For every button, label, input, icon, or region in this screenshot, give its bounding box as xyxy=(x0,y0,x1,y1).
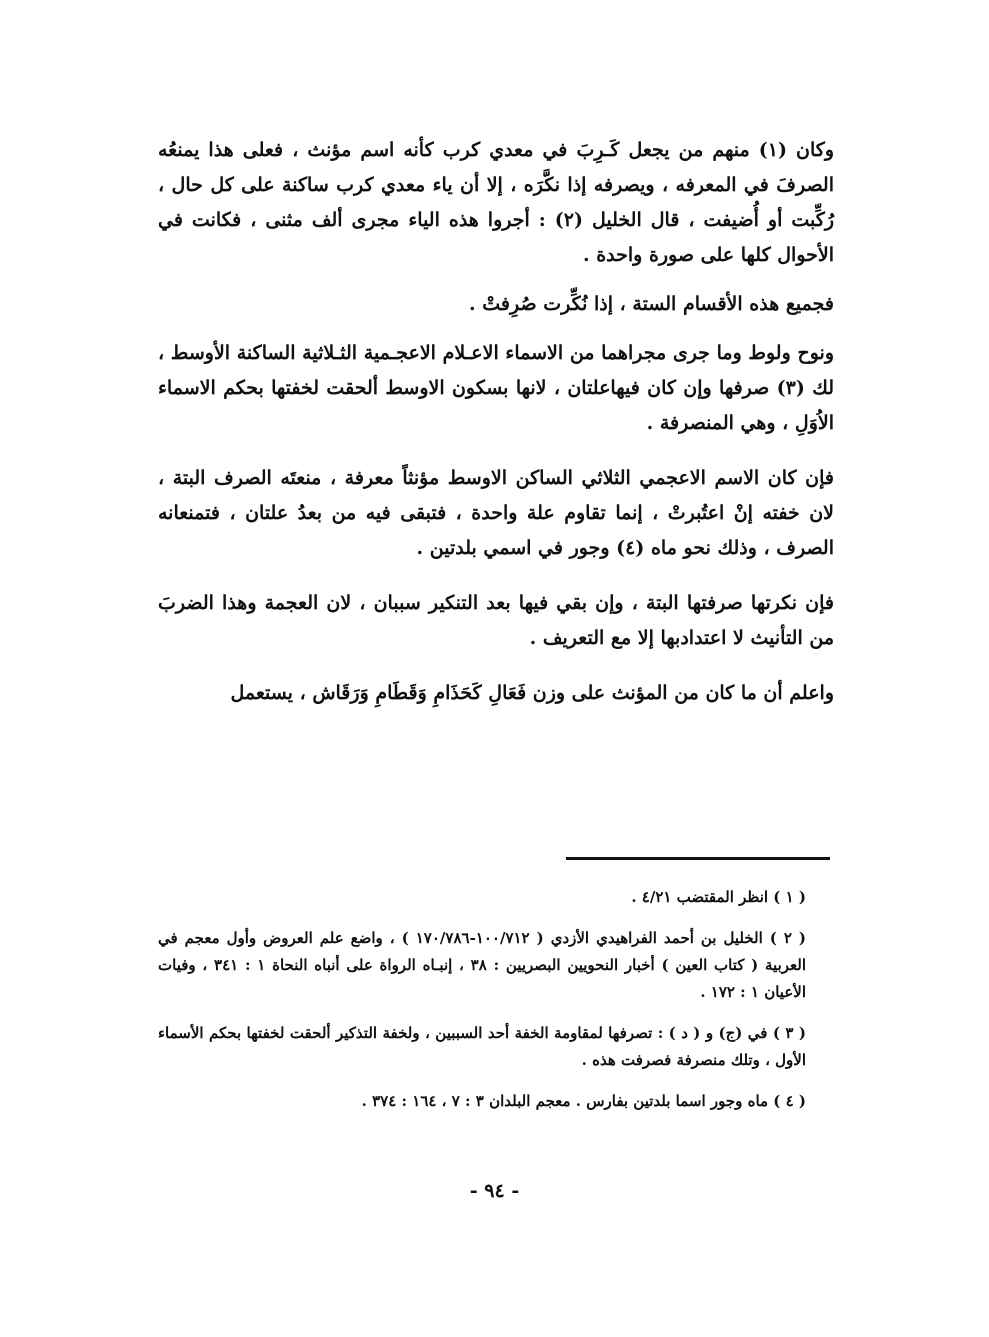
paragraph-1: وكان (١) منهم من يجعل كَـرِبَ في معدي كرب كأنه اسم مؤنث ، فعلى هذا يمنعُه الصرفَ في المعرفه ، ويصرفه إذا نكَّرَه ، إلا أن ياء معدي كرب ساكنة على كل حال ، رُكِّبت أو أُضيفت ، قال الخليل (٢) : أجروا هذه الياء مجرى ألف مثنى ، فكانت في الأحوال كلها على صورة واحدة . xyxy=(158,139,834,266)
paragraph-3: ونوح ولوط وما جرى مجراهما من الاسماء الاعـلام الاعجـمية الثـلاثية الساكنة الأوسط ، لك (٣) صرفها وإن كان فيهاعلتان ، لانها بسكون الاوسط ألحقت لخفتها بحكم الاسماء الاُوَلِ ، وهي المنصرفة . xyxy=(158,342,835,434)
footnote-divider xyxy=(566,857,830,860)
footnotes xyxy=(158,884,834,1129)
paragraph-5: فإن نكرتها صرفتها البتة ، وإن بقي فيها بعد التنكير سببان ، لان العجمة وهذا الضربَ من التأنيث لا اعتدادبها إلا مع التعريف . xyxy=(158,592,834,649)
footnote-3: ( ٣ ) في (ج) و ( د ) : تصرفها لمقاومة الخفة أحد السببين ، ولخفة التذكير ألحقت لخفتها بحكم الأسماء الأول ، وتلك منصرفة فصرفت هذه . xyxy=(158,1024,806,1069)
main-text xyxy=(158,133,834,711)
paragraph-6: واعلم أن ما كان من المؤنث على وزن فَعَالِ كَحَذَامِ وَقَطَامِ وَرَقَاش ، يستعمل xyxy=(230,682,834,704)
paragraph-2: فجميع هذه الأقسام الستة ، إذا نُكِّرت صُرِفتْ . xyxy=(469,293,834,315)
footnote-2: ( ٢ ) الخليل بن أحمد الفراهيدي الأزدي ( ١٠٠/٧١٢-١٧٠/٧٨٦ ) ، واضع علم العروض وأول معجم في العربية ( كتاب العين ) أخبار النحويين البصريين : ٣٨ ، إنبـاه الرواة على أنباه النحاة ١ : ٣٤١ ، وفيات الأعيان ١ : ١٧٢ . xyxy=(158,929,807,1001)
page-number: - ٩٤ - xyxy=(469,1180,520,1202)
paragraph-4: فإن كان الاسم الاعجمي الثلاثي الساكن الاوسط مؤنثاً معرفة ، منعتَه الصرف البتة ، لان خفته إنْ اعتُبرتْ ، إنما تقاوم علة واحدة ، فتبقى فيه من بعدُ علتان ، فتمنعانه الصرف ، وذلك نحو ماه (٤) وجور في اسمي بلدتين . xyxy=(158,467,834,559)
footnote-1: ( ١ ) انظر المقتضب ٤/٢١ . xyxy=(631,888,806,906)
footnote-4: ( ٤ ) ماه وجور اسما بلدتين بفارس . معجم البلدان ٣ : ٧ ، ١٦٤ : ٣٧٤ . xyxy=(361,1092,806,1110)
